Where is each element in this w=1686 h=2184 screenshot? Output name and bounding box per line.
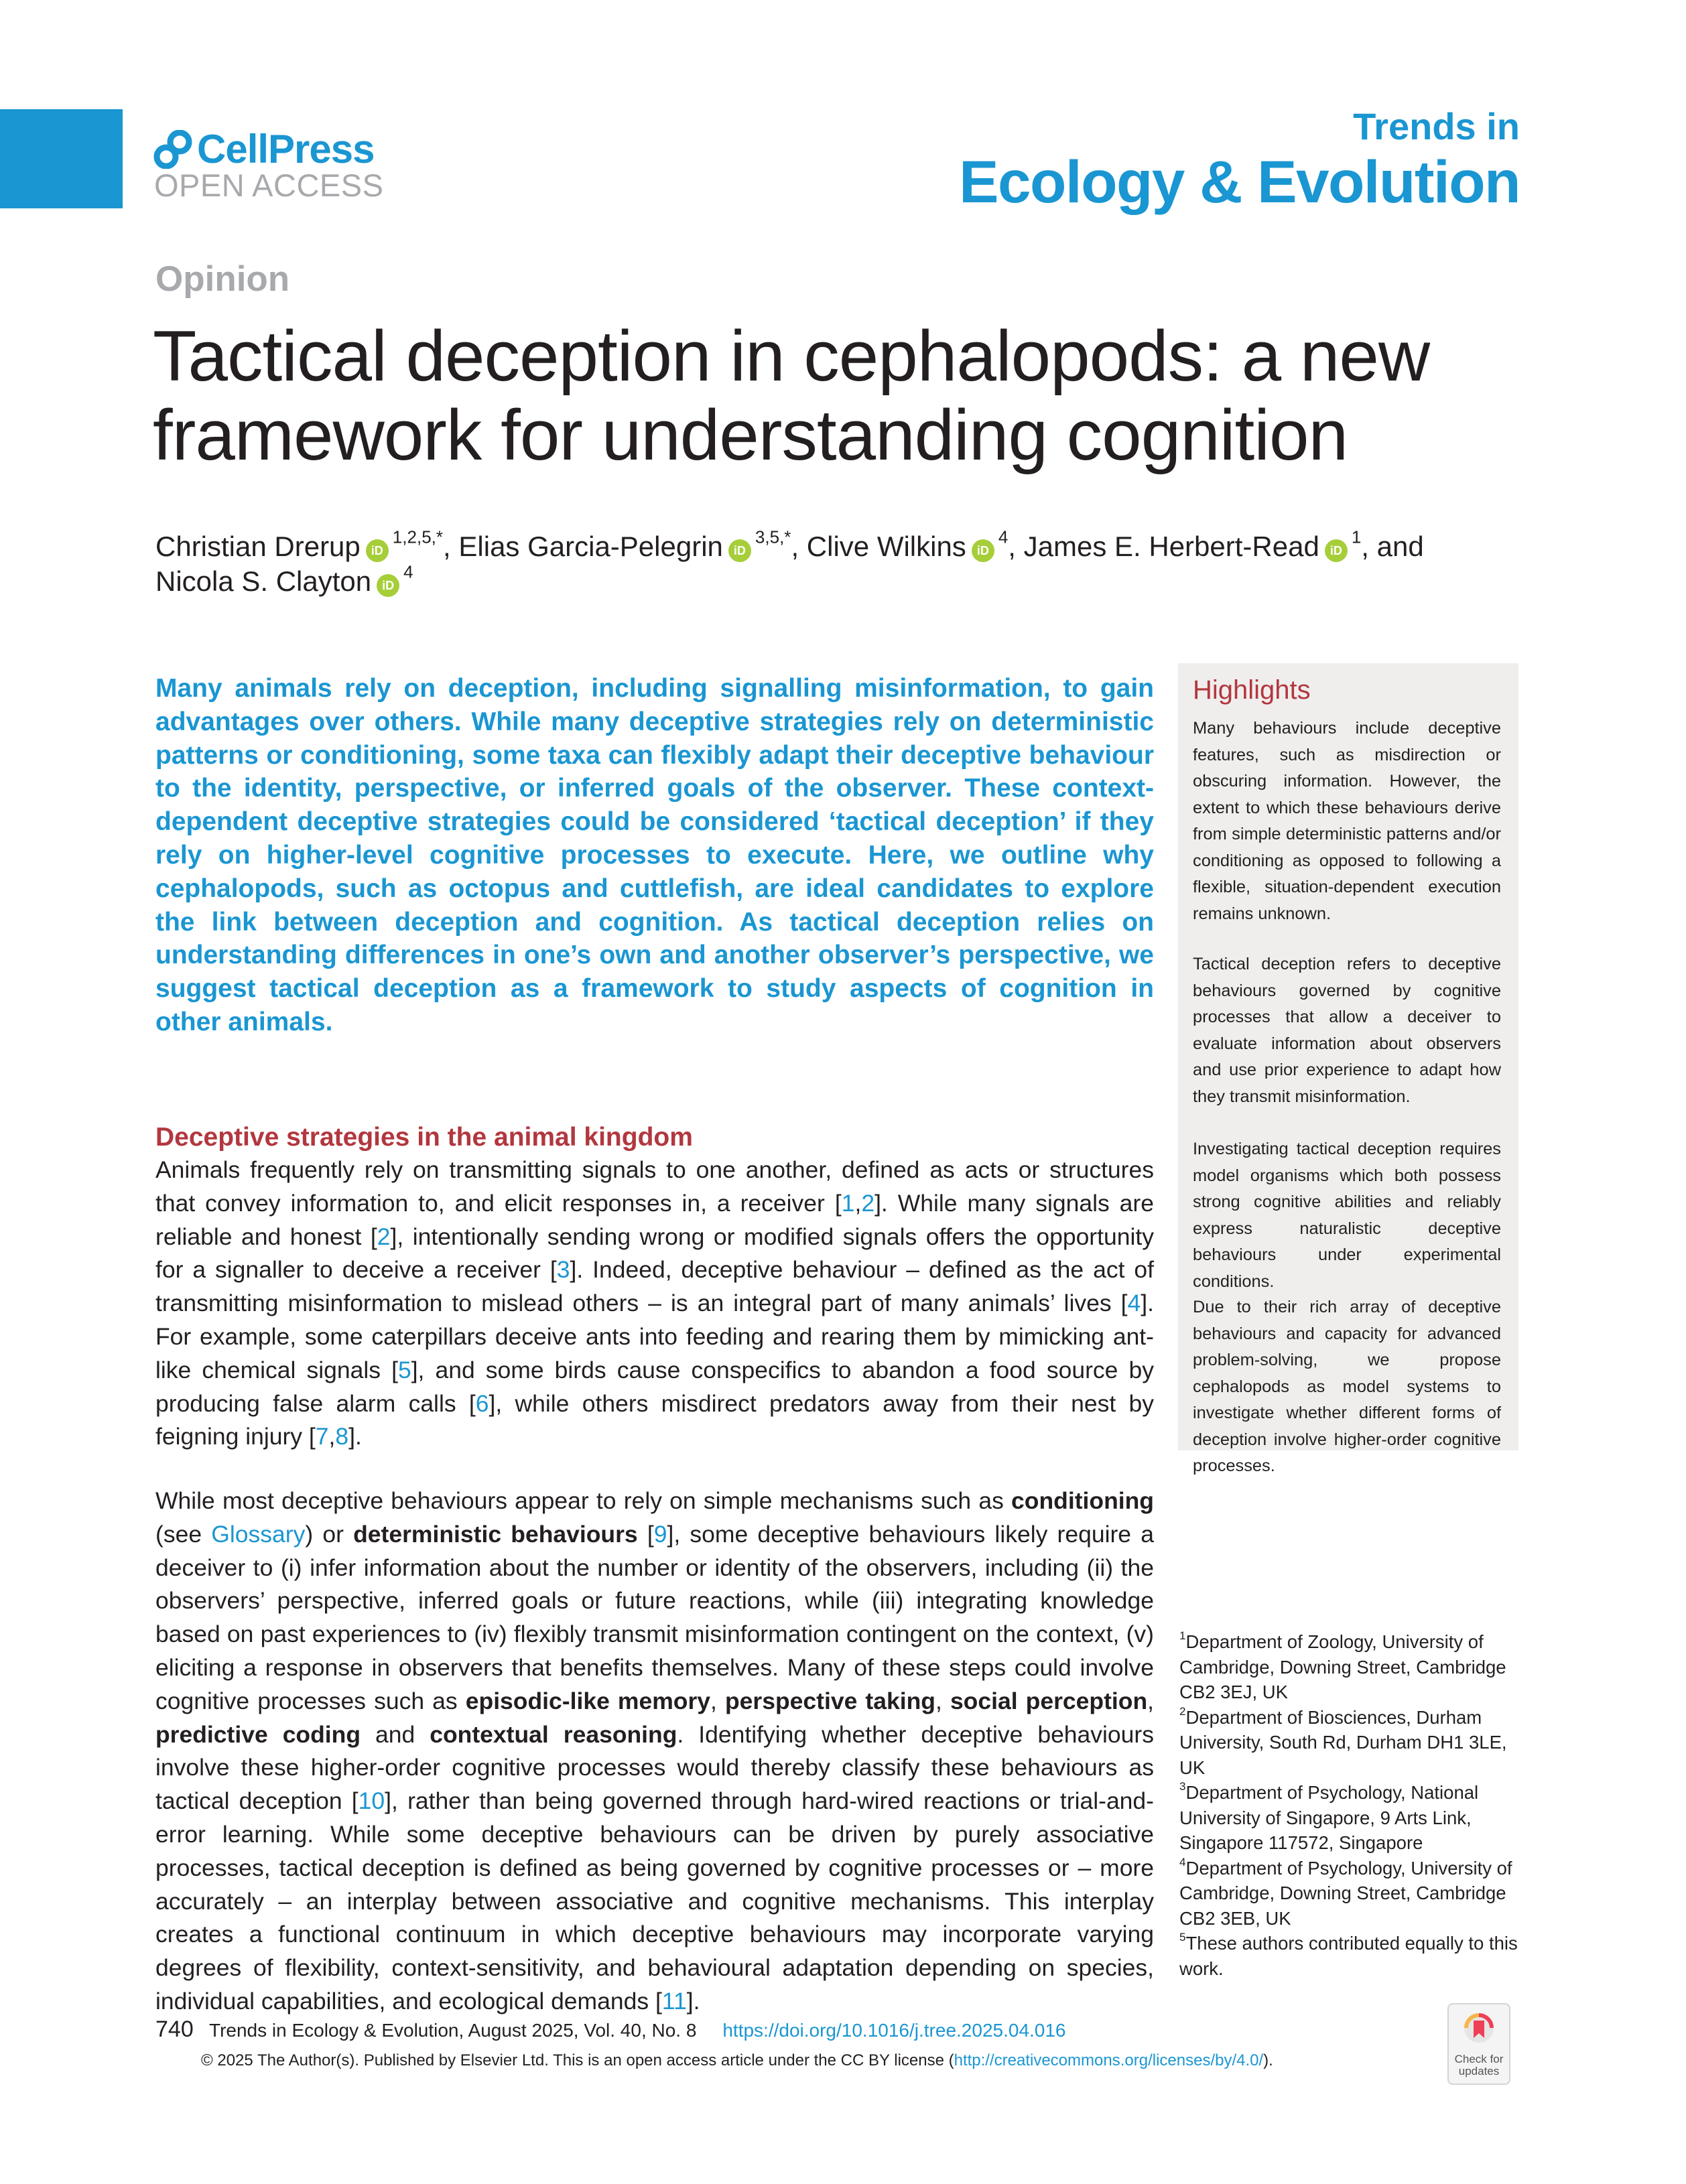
body-text: ]. xyxy=(686,1987,700,2015)
license-text: ). xyxy=(1263,2051,1273,2069)
reference-link[interactable]: 10 xyxy=(358,1787,385,1815)
affiliation-text: Department of Biosciences, Durham University, South Rd, Durham DH1 3LE, UK xyxy=(1179,1706,1507,1778)
author-affiliation-ref: 1,2,5,* xyxy=(392,527,444,547)
license-link[interactable]: http://creativecommons.org/licenses/by/4.0/ xyxy=(954,2051,1264,2069)
author-name[interactable]: Christian Drerup xyxy=(155,531,361,562)
footer-license xyxy=(201,2051,1273,2070)
body-text: . Identifying whether deceptive behaviours involve these higher-order cognitive processes would thereby classify these behaviours as tactical deception [ xyxy=(155,1720,1154,1815)
header-accent-bar xyxy=(0,109,123,208)
affiliation-item xyxy=(1179,1780,1528,1856)
highlight-item: Tactical deception refers to deceptive behaviours governed by cognitive processes that allow a deceiver to evaluate information about observers and use prior experience to adapt how they transmit misinformation. xyxy=(1193,955,1501,1106)
affiliation-number: 3 xyxy=(1179,1780,1186,1793)
author-affiliation-ref: 3,5,* xyxy=(755,527,791,547)
author-separator: , and xyxy=(1361,531,1424,562)
body-text: ]. xyxy=(348,1423,362,1450)
affiliation-number: 2 xyxy=(1179,1704,1186,1718)
footer-citation xyxy=(155,2017,1066,2043)
affiliation-item xyxy=(1179,1856,1528,1931)
publisher-name: CellPress xyxy=(197,127,375,172)
body-text: ], while others misdirect predators away from their nest by feigning injury [ xyxy=(155,1389,1154,1450)
page-number: 740 xyxy=(155,2017,194,2042)
body-text: ], some deceptive behaviours likely require a deceiver to (i) infer information about the number or identity of the observers, including (ii) the observers’ perspective, inferred goals or future reactions, while (iii) integrating knowledge based on past experiences to (iv) flexibly transmit misinformation contingent on the context, (v) eliciting a response in observers that benefits themselves. Many of these steps could involve cognitive processes such as xyxy=(155,1520,1154,1714)
glossary-term[interactable]: predictive coding xyxy=(155,1720,361,1748)
license-text: © 2025 The Author(s). Published by Elsevier Ltd. This is an open access article under the CC BY license ( xyxy=(201,2051,954,2069)
affiliation-item xyxy=(1179,1705,1528,1781)
affiliation-item xyxy=(1179,1931,1528,1981)
glossary-term[interactable]: conditioning xyxy=(1011,1487,1154,1514)
author-name[interactable]: Clive Wilkins xyxy=(806,531,966,562)
body-text: , xyxy=(935,1687,950,1714)
orcid-icon[interactable]: iD xyxy=(1325,539,1348,562)
author-affiliation-ref: 4 xyxy=(998,527,1009,547)
check-updates-label: Check for xyxy=(1454,2053,1504,2065)
orcid-icon[interactable]: iD xyxy=(728,539,751,562)
author-name[interactable]: Elias Garcia-Pelegrin xyxy=(458,531,723,562)
glossary-link[interactable]: Glossary xyxy=(211,1520,306,1548)
body-text: ) or xyxy=(305,1520,354,1548)
reference-link[interactable]: 4 xyxy=(1127,1290,1141,1317)
highlights-title: Highlights xyxy=(1193,675,1311,705)
glossary-term[interactable]: contextual reasoning xyxy=(430,1720,677,1748)
article-type: Opinion xyxy=(155,259,290,299)
body-text: (see xyxy=(155,1520,212,1548)
highlight-item: Due to their rich array of deceptive behaviours and capacity for advanced problem-solving, we propose cephalopods as model systems to investigate whether different forms of deception involve higher-order cognitive processes. xyxy=(1193,1298,1501,1475)
body-text: , xyxy=(854,1189,862,1217)
orcid-icon[interactable]: iD xyxy=(377,574,399,597)
cellpress-logo[interactable] xyxy=(153,129,383,201)
body-text: While most deceptive behaviours appear to rely on simple mechanisms such as xyxy=(155,1487,1012,1514)
highlights-box xyxy=(1178,663,1518,1475)
affiliation-item xyxy=(1179,1629,1528,1705)
section-heading: Deceptive strategies in the animal kingdom xyxy=(155,1123,693,1152)
body-text: ]. For example, some caterpillars deceive ants into feeding and rearing them by mimicking ant-like chemical signals [ xyxy=(155,1290,1154,1383)
reference-link[interactable]: 6 xyxy=(475,1389,489,1417)
journal-citation: Trends in Ecology & Evolution, August 2025, Vol. 40, No. 8 xyxy=(209,2020,697,2041)
orcid-icon[interactable]: iD xyxy=(366,539,389,562)
body-text: ]. Indeed, deceptive behaviour – defined as the act of transmitting misinformation to mislead others – is an integral part of many animals’ lives [ xyxy=(155,1256,1154,1317)
check-updates-label: updates xyxy=(1458,2065,1500,2077)
affiliation-text: Department of Psychology, University of Cambridge, Downing Street, Cambridge CB2 3EB, UK xyxy=(1179,1857,1512,1929)
reference-link[interactable]: 7 xyxy=(315,1423,329,1450)
reference-link[interactable]: 2 xyxy=(377,1223,391,1250)
body-text: ]. While many signals are reliable and honest [ xyxy=(155,1189,1154,1250)
reference-link[interactable]: 11 xyxy=(661,1987,687,2015)
author-name[interactable]: James E. Herbert-Read xyxy=(1023,531,1319,562)
body-text: ], intentionally sending wrong or modified signals offers the opportunity for a signaller to deceive a receiver [ xyxy=(155,1223,1154,1284)
abstract: Many animals rely on deception, including signalling misinformation, to gain advantages over others. While many deceptive strategies rely on deterministic patterns or conditioning, some taxa can flexibly adapt their deceptive behaviour to the identity, perspective, or inferred goals of the observer. These context-dependent deceptive strategies could be considered ‘tactical deception’ if they rely on higher-level cognitive processes to execute. Here, we outline why cephalopods, such as octopus and cuttlefish, are ideal candidates to explore the link between deception and cognition. As tactical deception relies on understanding differences in one’s own and another observer’s perspective, we suggest tactical deception as a framework to study aspects of cognition in other animals. xyxy=(155,674,1154,1036)
check-for-updates-button[interactable] xyxy=(1447,2003,1510,2085)
author-name[interactable]: Nicola S. Clayton xyxy=(155,565,372,597)
reference-link[interactable]: 1 xyxy=(841,1189,855,1217)
affiliation-text: These authors contributed equally to this work. xyxy=(1179,1933,1518,1979)
affiliations xyxy=(1179,1629,1528,1981)
body-paragraph-2 xyxy=(155,1485,1154,2019)
affiliation-number: 5 xyxy=(1179,1931,1186,1944)
check-updates-icon xyxy=(1462,2011,1496,2049)
doi-link[interactable]: https://doi.org/10.1016/j.tree.2025.04.016 xyxy=(722,2020,1066,2041)
author-affiliation-ref: 1 xyxy=(1351,527,1362,547)
open-access-label: OPEN ACCESS xyxy=(154,167,384,203)
journal-name-line1: Trends in xyxy=(1353,105,1520,147)
glossary-term[interactable]: episodic-like memory xyxy=(465,1687,711,1714)
glossary-term[interactable]: deterministic behaviours xyxy=(353,1520,638,1548)
body-text: Animals frequently rely on transmitting signals to one another, defined as acts or structures that convey information to, and elicit responses in, a receiver [ xyxy=(155,1156,1154,1217)
glossary-term[interactable]: perspective taking xyxy=(725,1687,935,1714)
body-text: and xyxy=(361,1720,430,1748)
affiliation-text: Department of Psychology, National University of Singapore, 9 Arts Link, Singapore 117572, Singapore xyxy=(1179,1782,1479,1853)
affiliation-number: 4 xyxy=(1179,1855,1186,1868)
cellpress-logo-icon xyxy=(153,130,193,169)
glossary-term[interactable]: social perception xyxy=(950,1687,1148,1714)
affiliation-text: Department of Zoology, University of Cambridge, Downing Street, Cambridge CB2 3EJ, UK xyxy=(1179,1631,1506,1702)
reference-link[interactable]: 8 xyxy=(335,1423,349,1450)
affiliation-number: 1 xyxy=(1179,1629,1186,1643)
body-text: , xyxy=(1147,1687,1155,1714)
body-paragraph-1 xyxy=(155,1154,1154,1454)
reference-link[interactable]: 5 xyxy=(397,1356,411,1383)
reference-link[interactable]: 3 xyxy=(556,1256,570,1284)
orcid-icon[interactable]: iD xyxy=(972,539,994,562)
body-text: ], and some birds cause conspecifics to abandon a food source by producing false alarm calls [ xyxy=(155,1356,1154,1417)
reference-link[interactable]: 2 xyxy=(861,1189,875,1217)
author-list: Christian Drerup $iD^{1,2,5,*}$, Elias Garcia-Pelegrin $iD^{3,5,*}$, Clive Wilkins $iD^4$, James E. Herbert-Read $iD^1$, and Nicola S. Clayton $iD^4$ xyxy=(155,527,1424,597)
body-text: , xyxy=(710,1687,725,1714)
author-affiliation-ref: 4 xyxy=(403,561,413,582)
highlight-item: Investigating tactical deception requires model organisms which both possess strong cognitive abilities and reliably express naturalistic deceptive behaviours under experimental conditions. xyxy=(1193,1140,1501,1291)
journal-name-line2: Ecology & Evolution xyxy=(959,148,1520,215)
reference-link[interactable]: 9 xyxy=(653,1520,667,1548)
body-text: ], rather than being governed through hard-wired reactions or trial-and-error learning. While some deceptive behaviours can be driven by purely associative processes, tactical deception is defined as being governed by cognitive processes or – more accurately – an interplay between associative and cognitive mechanisms. This interplay creates a functional continuum in which deceptive behaviours may incorporate varying degrees of flexibility, context-sensitivity, and behavioural adaptation depending on species, individual capabilities, and ecological demands [ xyxy=(155,1787,1154,2015)
highlight-item: Many behaviours include deceptive features, such as misdirection or obscuring information. However, the extent to which these behaviours derive from simple deterministic patterns and/or conditioning as opposed to following a flexible, situation-dependent execution remains unknown. xyxy=(1193,719,1501,923)
body-text: , xyxy=(328,1423,336,1450)
article-title: Tactical deception in cephalopods: a new framework for understanding cognition xyxy=(153,316,1430,475)
body-text: [ xyxy=(637,1520,654,1548)
